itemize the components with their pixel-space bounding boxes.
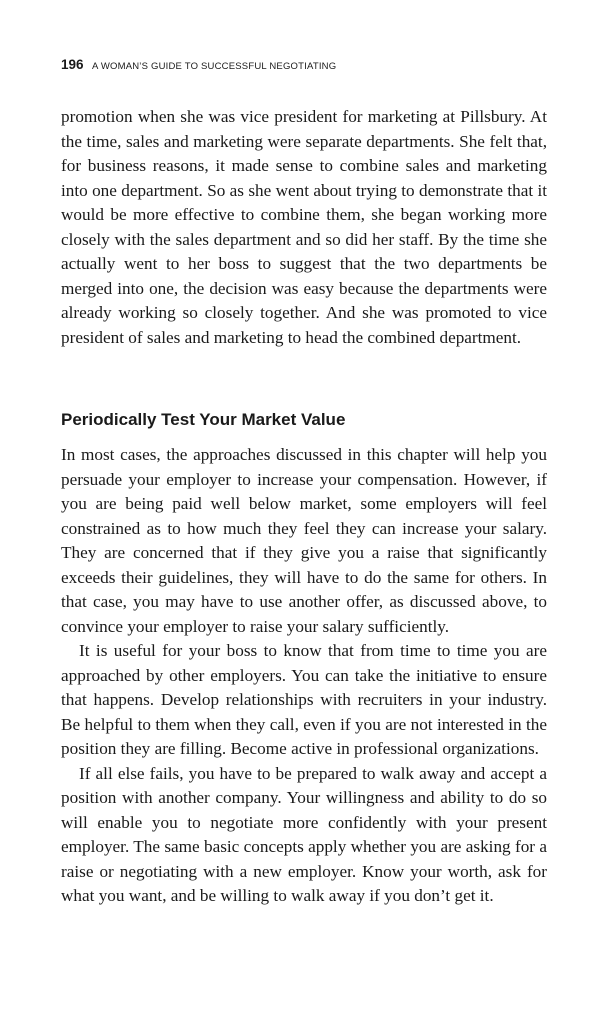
section-paragraph-1: In most cases, the approaches discussed in this chapter will help you persuade your employer to increase your compensation. However, if you are being paid well below market, some employers will feel constrained as to how much they feel they can increase your salary. They are concerned that if they give you a raise that significantly exceeds their guidelines, they will have to do the same for others. In that case, you may have to use another offer, as discussed above, to convince your employer to raise your salary sufficiently. (61, 445, 547, 636)
book-title: A WOMAN’S GUIDE TO SUCCESSFUL NEGOTIATING (91, 61, 337, 72)
section-paragraph-3: If all else fails, you have to be prepared to walk away and accept a position with another company. Your willingness and ability to do so will enable you to negotiate more confidently with your present employer. The same basic concepts apply whether you are asking for a raise or negotiating with a new employer. Know your worth, ask for what you want, and be willing to walk away if you don’t get it. (61, 763, 547, 905)
section-body (61, 443, 547, 909)
running-header (61, 56, 336, 74)
page-number: 196 (61, 57, 84, 72)
section-paragraph-2: It is useful for your boss to know that from time to time you are approached by other employers. You can take the initiative to ensure that happens. Develop relationships with recruiters in your industry. Be helpful to them when they call, even if you are not interested in the position they are filling. Become active in professional organizations. (61, 641, 547, 758)
section-heading: Periodically Test Your Market Value (61, 410, 346, 429)
paragraph-continuation: promotion when she was vice president for marketing at Pillsbury. At the time, sales and marketing were separate departments. She felt that, for business reasons, it made sense to combine sales and marketing into one department. So as she went about trying to demonstrate that it would be more effective to combine them, she began working more closely with the sales department and so did her staff. By the time she actually went to her boss to suggest that the two departments be merged into one, the decision was easy because the departments were already working so closely together. And she was promoted to vice president of sales and marketing to head the combined department. (61, 107, 547, 347)
